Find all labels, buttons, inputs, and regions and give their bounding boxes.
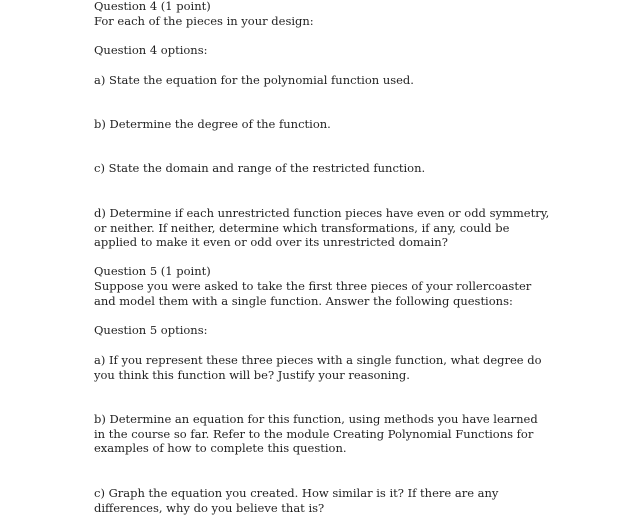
question-5-prompt: Suppose you were asked to take the first three pieces of your rollercoaster and model them with a single function. Answer the following questions:	[94, 279, 532, 308]
question-4-header: Question 4 (1 point)	[94, 0, 211, 13]
question-5-options-label: Question 5 options:	[94, 323, 208, 337]
question-4-prompt: For each of the pieces in your design:	[94, 14, 314, 28]
question-5-option-c: c) Graph the equation you created. How similar is it? If there are any differences, why do you believe that is?	[94, 486, 499, 515]
question-5-option-a: a) If you represent these three pieces with a single function, what degree do you think this function will be? Justify your reasoning.	[94, 353, 542, 382]
question-4-options-label: Question 4 options:	[94, 43, 208, 57]
question-4-option-a: a) State the equation for the polynomial function used.	[94, 73, 414, 87]
question-5-option-b: b) Determine an equation for this function, using methods you have learned in the course so far. Refer to the module Creating Polynomial Functions for examples of how to complete this question.	[94, 412, 538, 455]
question-4-option-c: c) State the domain and range of the restricted function.	[94, 161, 426, 175]
question-5-header: Question 5 (1 point)	[94, 264, 211, 278]
question-4-option-d: d) Determine if each unrestricted function pieces have even or odd symmetry, or neither. If neither, determine which transformations, if any, could be applied to make it even or odd over its unrestricted domain?	[94, 206, 550, 249]
question-4-option-b: b) Determine the degree of the function.	[94, 117, 331, 131]
